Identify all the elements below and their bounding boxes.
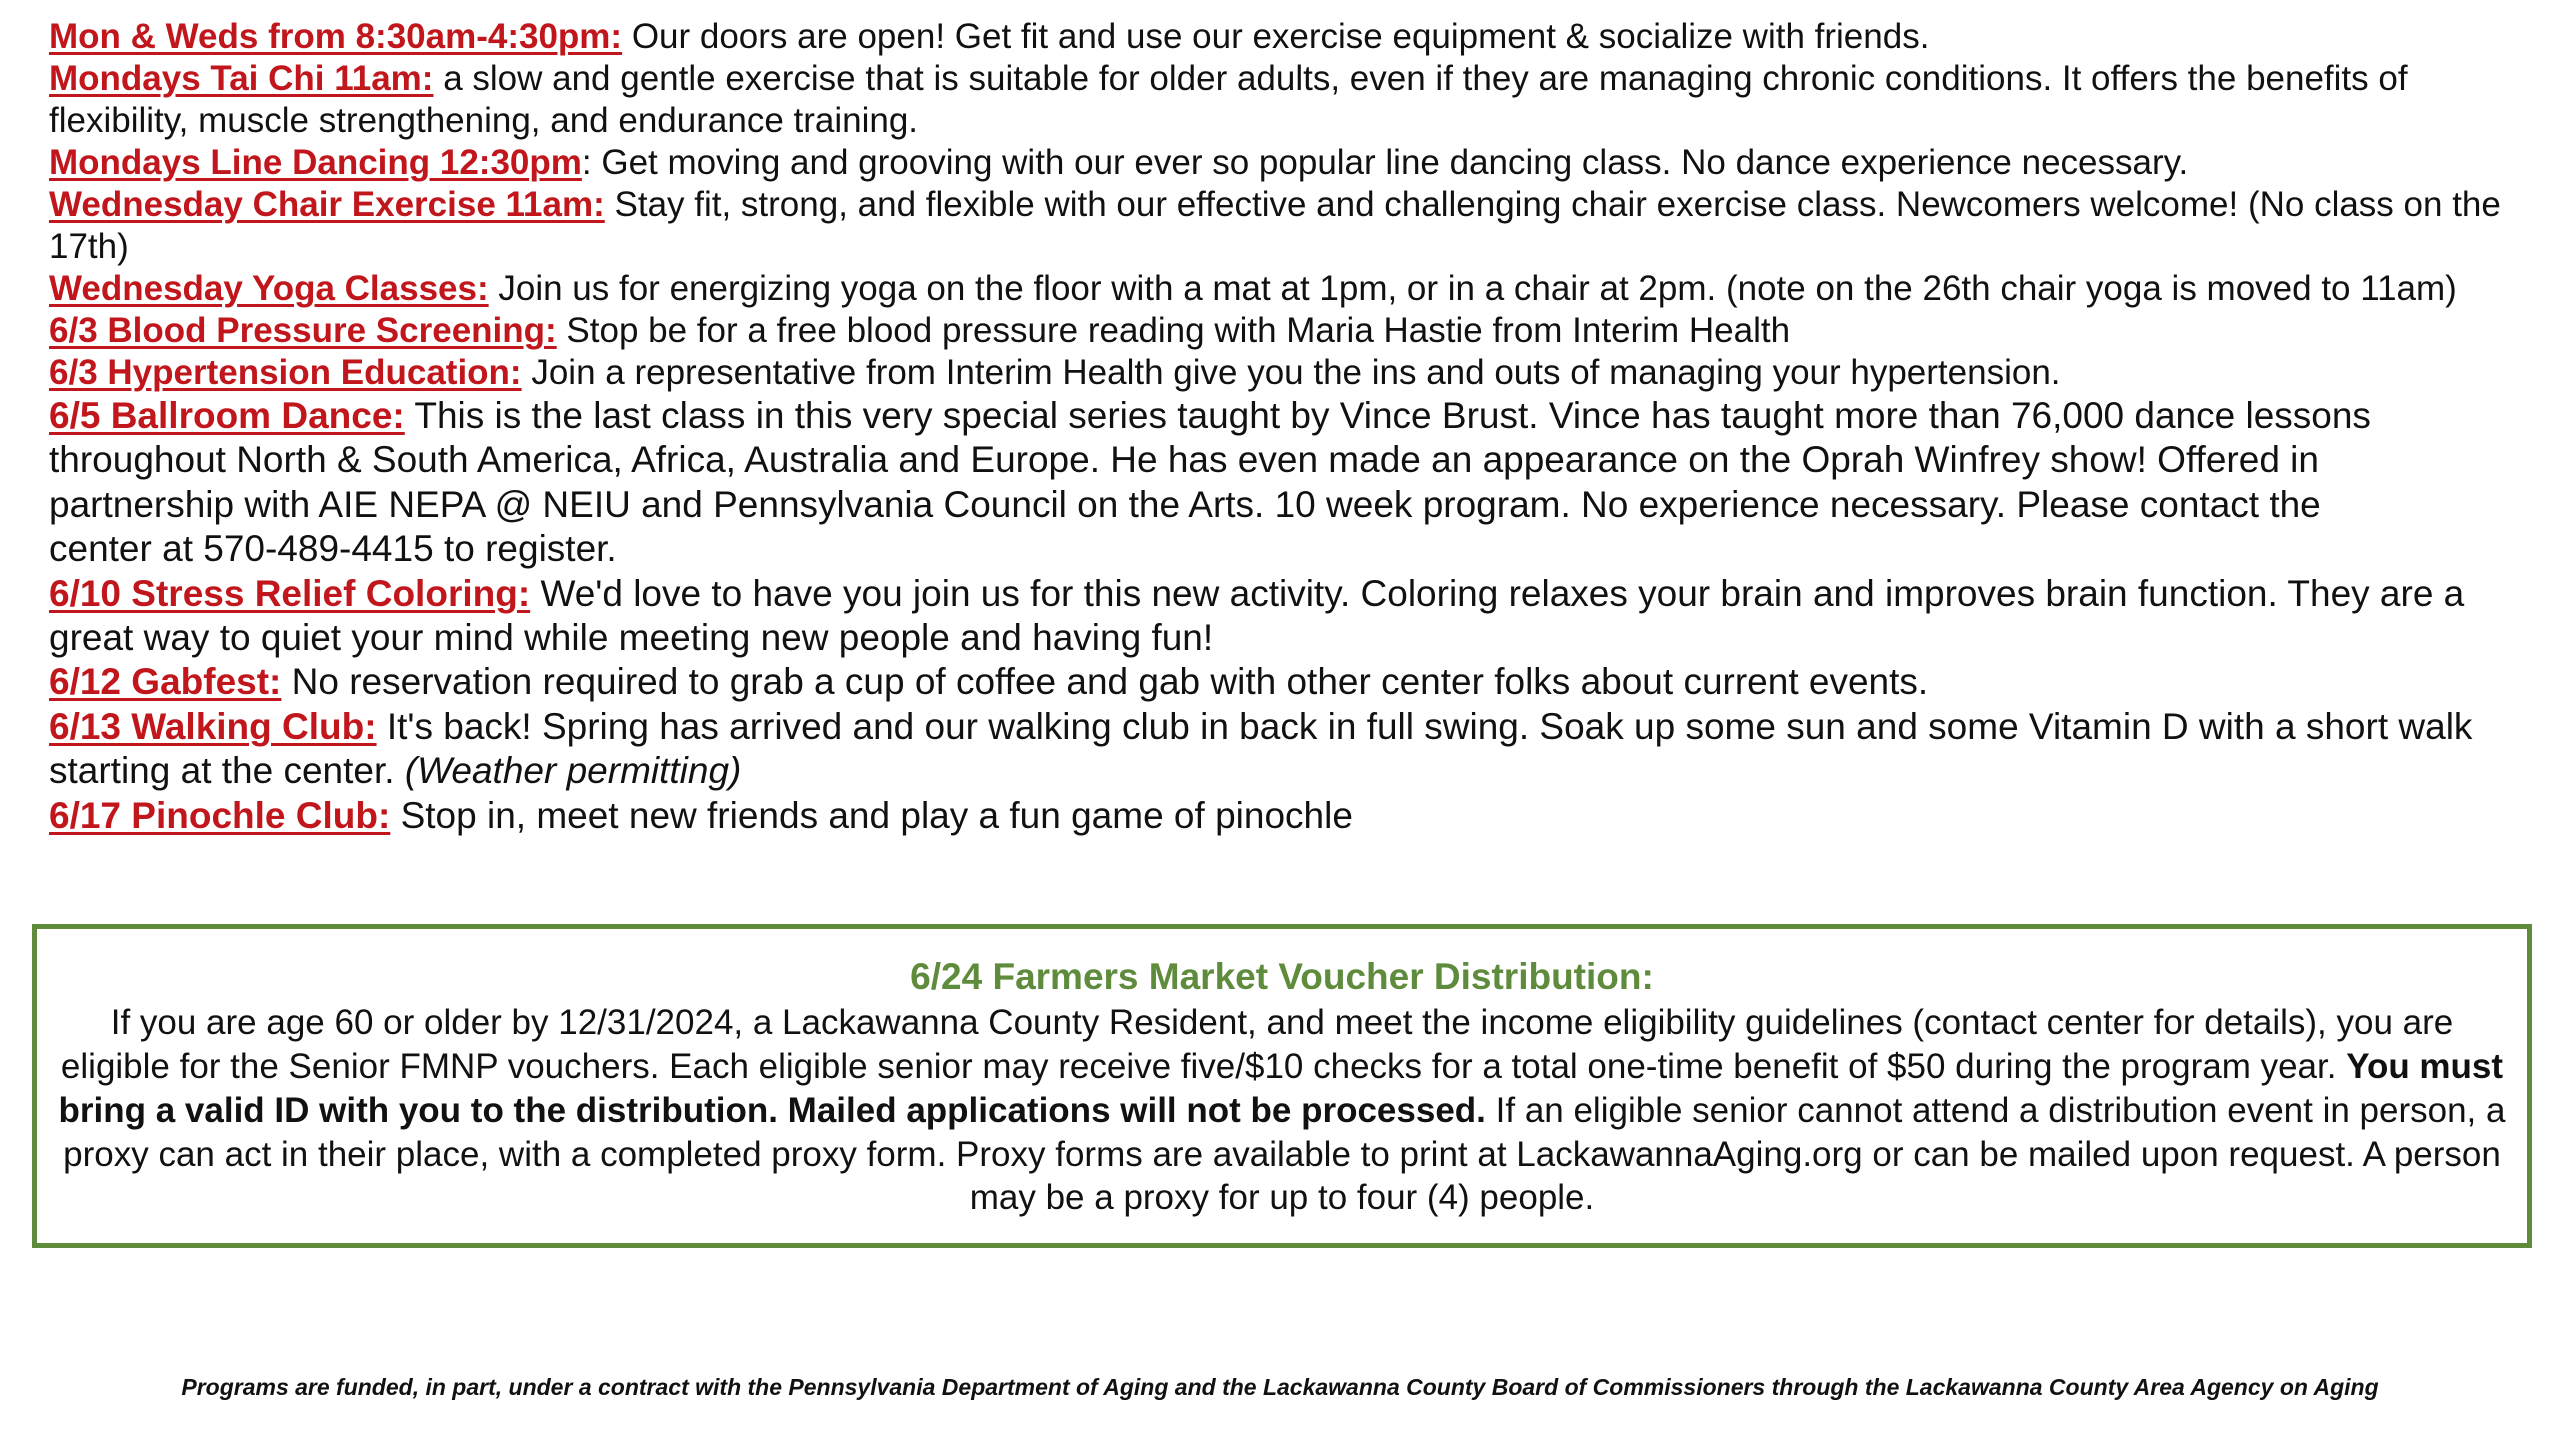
event-note: (Weather permitting)	[404, 750, 742, 792]
event-body: No reservation required to grab a cup of coffee and gab with other center folks about current events.	[291, 661, 1929, 703]
event-line-dancing	[49, 142, 2529, 184]
event-sep	[489, 269, 499, 308]
event-blood-pressure	[49, 310, 2529, 352]
event-title: 6/3 Blood Pressure Screening:	[49, 311, 557, 350]
event-sep	[281, 661, 291, 702]
event-body: We'd love to have you join us for this new activity. Coloring relaxes your brain and improves brain function. They are a great way to quiet your mind while meeting new people and having fun!	[49, 572, 2465, 658]
event-body: Stay fit, strong, and flexible with our effective and challenging chair exercise class. Newcomers welcome! (No class on the 17th)	[49, 185, 2501, 266]
events-list	[49, 16, 2529, 838]
event-title: 6/12 Gabfest:	[49, 661, 282, 703]
event-body: Stop in, meet new friends and play a fun game of pinochle	[400, 794, 1353, 836]
event-body: Join us for energizing yoga on the floor with a mat at 1pm, or in a chair at 2pm. (note on the 26th chair yoga is moved to 11am)	[498, 269, 2457, 308]
voucher-body-bold: You must bring a valid ID with you to the distribution. Mailed applications will not be processed.	[58, 1047, 2504, 1130]
event-title: Mondays Line Dancing 12:30pm	[49, 143, 582, 182]
event-walking-club	[49, 705, 2529, 794]
event-body: a slow and gentle exercise that is suitable for older adults, even if they are managing chronic conditions. It offers the benefits of flexibility, muscle strengthening, and endurance training.	[49, 59, 2408, 140]
event-title: 6/13 Walking Club:	[49, 705, 377, 747]
event-body: Stop be for a free blood pressure reading with Maria Hastie from Interim Health	[566, 311, 1791, 350]
voucher-body-intro: If you are age 60 or older by 12/31/2024, a Lackawanna County Resident, and meet the income eligibility guidelines (contact center for details), you are eligible for the Senior FMNP vouchers. Each eligible senior may receive five/$10 checks for a total one-time benefit of $50 during the program year.	[60, 1003, 2454, 1087]
event-chair-exercise	[49, 184, 2529, 268]
voucher-body	[57, 1001, 2507, 1220]
event-sep	[390, 795, 400, 836]
event-sep	[557, 311, 567, 350]
event-sep	[530, 573, 540, 614]
event-title: Wednesday Chair Exercise 11am:	[49, 185, 605, 224]
funding-footer: Programs are funded, in part, under a contract with the Pennsylvania Department of Aging and the Lackawanna County Board of Commissioners through the Lackawanna County Area Agency on Aging	[181, 1374, 2379, 1400]
event-gabfest	[49, 660, 2529, 704]
event-tai-chi	[49, 58, 2529, 142]
voucher-body-proxy: If an eligible senior cannot attend a distribution event in person, a proxy can act in their place, with a completed proxy form. Proxy forms are available to print at LackawannaAging.org or can be mailed upon request. A person may be a proxy for up to four (4) people.	[63, 1090, 2506, 1218]
event-stress-coloring	[49, 572, 2529, 661]
event-body: It's back! Spring has arrived and our walking club in back in full swing. Soak up some sun and some Vitamin D with a short walk starting at the center.	[49, 705, 2473, 792]
event-sep	[377, 706, 387, 747]
event-body: Our doors are open! Get fit and use our exercise equipment & socialize with friends.	[631, 17, 1930, 56]
event-title: 6/17 Pinochle Club:	[49, 794, 391, 836]
voucher-title: 6/24 Farmers Market Voucher Distribution:	[910, 956, 1654, 997]
event-body: This is the last class in this very special series taught by Vince Brust. Vince has taught more than 76,000 dance lessons throughout North & South America, Africa, Australia and Europe. He has even made an appearance on the Oprah Winfrey show! Offered in partnership with AIE NEPA @ NEIU and Pennsylvania Council on the Arts. 10 week program. No experience necessary. Please contact the center at 570-489-4415 to register.	[49, 395, 2371, 570]
event-title: Wednesday Yoga Classes:	[49, 269, 489, 308]
event-yoga	[49, 268, 2529, 310]
event-title: 6/10 Stress Relief Coloring:	[49, 572, 531, 614]
event-ballroom-dance	[49, 394, 2379, 572]
event-pinochle	[49, 794, 2529, 838]
event-open-hours	[49, 16, 2529, 58]
event-sep	[622, 17, 632, 56]
event-title: 6/5 Ballroom Dance:	[49, 395, 405, 436]
event-sep	[522, 353, 532, 392]
event-sep	[433, 59, 443, 98]
event-body: Join a representative from Interim Health give you the ins and outs of managing your hypertension.	[531, 353, 2061, 392]
event-sep	[605, 185, 615, 224]
event-title: Mon & Weds from 8:30am-4:30pm:	[49, 17, 623, 56]
event-body: : Get moving and grooving with our ever so popular line dancing class. No dance experience necessary.	[581, 143, 2189, 182]
event-hypertension	[49, 352, 2529, 394]
voucher-box	[32, 924, 2532, 1248]
event-title: 6/3 Hypertension Education:	[49, 353, 522, 392]
event-title: Mondays Tai Chi 11am:	[49, 59, 434, 98]
event-sep	[405, 395, 415, 436]
